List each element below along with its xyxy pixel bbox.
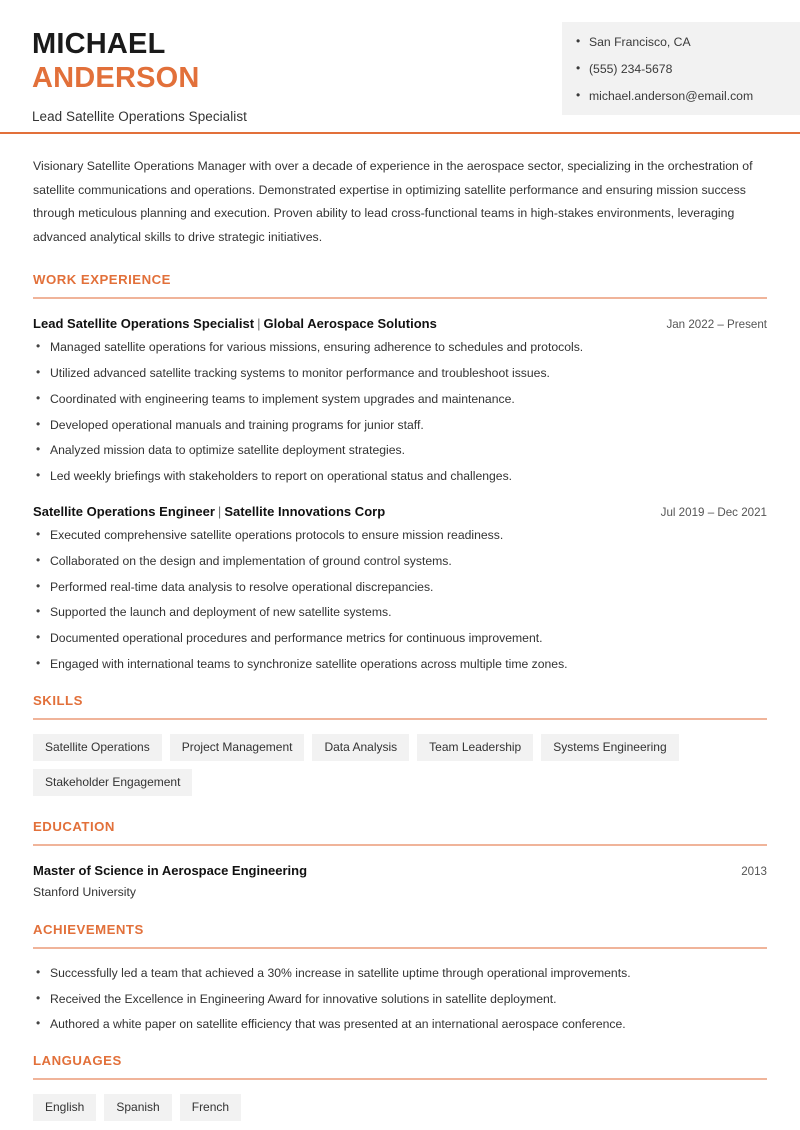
experience-company: Global Aerospace Solutions: [263, 316, 437, 332]
skills-tag-list: [33, 734, 767, 796]
skill-tag: Systems Engineering: [541, 734, 678, 761]
experience-entry: [33, 316, 767, 482]
section-achievements: [33, 922, 767, 1031]
language-tag: Spanish: [104, 1094, 171, 1121]
bullet-item: • Led weekly briefings with stakeholders to report on operational status and challenges.: [33, 470, 767, 482]
experience-entry-header: [33, 504, 767, 519]
experience-title-line: [33, 504, 385, 519]
section-title-work-experience: WORK EXPERIENCE: [33, 272, 171, 288]
contact-list: [576, 36, 784, 103]
language-tag: English: [33, 1094, 96, 1121]
skill-tag: Data Analysis: [312, 734, 409, 761]
experience-bullets: [33, 341, 767, 482]
section-divider: [33, 947, 767, 949]
bullet-item: • Received the Excellence in Engineering Award for innovative solutions in satellite deployment.: [33, 993, 767, 1005]
experience-date: Jul 2019 – Dec 2021: [660, 506, 767, 520]
section-skills: [33, 693, 767, 796]
experience-company: Satellite Innovations Corp: [224, 504, 386, 520]
professional-summary: Visionary Satellite Operations Manager with over a decade of experience in the aerospace sector, specializing in the orchestration of satellite communications and operations. Demonstrated expertise in optimizing satellite performance and ensuring mission success through meticulous planning and execution. Proven ability to lead cross-functional teams in high-stakes environments, leveraging advanced analytical skills to drive strategic initiatives.: [33, 159, 753, 244]
bullet-item: • Authored a white paper on satellite efficiency that was presented at an international aerospace conference.: [33, 1018, 767, 1030]
education-year: 2013: [741, 864, 767, 878]
education-school: Stanford University: [33, 884, 136, 899]
bullet-item: • Executed comprehensive satellite operations protocols to ensure mission readiness.: [33, 529, 767, 541]
experience-entry-header: [33, 316, 767, 331]
last-name: ANDERSON: [32, 61, 200, 94]
section-divider: [33, 844, 767, 846]
section-divider: [33, 718, 767, 720]
contact-box: [562, 22, 800, 115]
section-title-achievements: ACHIEVEMENTS: [33, 921, 144, 937]
bullet-item: • Managed satellite operations for various missions, ensuring adherence to schedules and protocols.: [33, 341, 767, 353]
bullet-item: • Performed real-time data analysis to resolve operational discrepancies.: [33, 581, 767, 593]
experience-bullets: [33, 529, 767, 670]
education-degree: Master of Science in Aerospace Engineering: [33, 862, 308, 878]
section-title-languages: LANGUAGES: [33, 1053, 122, 1069]
title-separator: |: [257, 316, 261, 332]
section-divider: [33, 297, 767, 299]
skill-tag: Satellite Operations: [33, 734, 162, 761]
bullet-item: • Utilized advanced satellite tracking systems to monitor performance and troubleshoot issues.: [33, 367, 767, 379]
section-languages: [33, 1053, 767, 1121]
contact-phone: • (555) 234-5678: [576, 63, 784, 75]
bullet-item: • Documented operational procedures and performance metrics for continuous improvement.: [33, 632, 767, 644]
section-work-experience: [33, 272, 767, 669]
experience-role: Satellite Operations Engineer: [33, 504, 215, 520]
achievements-bullets: [33, 967, 767, 1031]
experience-entry: [33, 504, 767, 670]
bullet-item: • Coordinated with engineering teams to implement system upgrades and maintenance.: [33, 393, 767, 405]
bullet-item: • Supported the launch and deployment of new satellite systems.: [33, 606, 767, 618]
section-title-skills: SKILLS: [33, 692, 83, 708]
bullet-item: • Successfully led a team that achieved a 30% increase in satellite uptime through operational improvements.: [33, 967, 767, 979]
experience-title-line: [33, 316, 437, 331]
skill-tag: Team Leadership: [417, 734, 533, 761]
header-identity: [0, 22, 247, 124]
resume-header: [0, 0, 800, 126]
experience-role: Lead Satellite Operations Specialist: [33, 316, 255, 332]
experience-date: Jan 2022 – Present: [666, 318, 767, 332]
contact-email: • michael.anderson@email.com: [576, 90, 784, 102]
title-separator: |: [217, 504, 222, 520]
skill-tag: Project Management: [170, 734, 305, 761]
education-entry-header: [33, 863, 767, 878]
contact-location: • San Francisco, CA: [576, 36, 784, 48]
languages-tag-list: [33, 1094, 767, 1121]
bullet-item: • Analyzed mission data to optimize satellite deployment strategies.: [33, 444, 767, 456]
resume-content: [0, 155, 800, 1121]
language-tag: French: [180, 1094, 241, 1121]
header-job-title: Lead Satellite Operations Specialist: [32, 108, 247, 124]
bullet-item: • Engaged with international teams to synchronize satellite operations across multiple time zones.: [33, 658, 767, 670]
section-title-education: EDUCATION: [33, 818, 115, 834]
header-divider: [0, 132, 800, 134]
skill-tag: Stakeholder Engagement: [33, 769, 192, 796]
first-name: MICHAEL: [32, 28, 166, 60]
bullet-item: • Collaborated on the design and implementation of ground control systems.: [33, 555, 767, 567]
bullet-item: • Developed operational manuals and training programs for junior staff.: [33, 419, 767, 431]
section-education: [33, 819, 767, 899]
section-divider: [33, 1078, 767, 1080]
